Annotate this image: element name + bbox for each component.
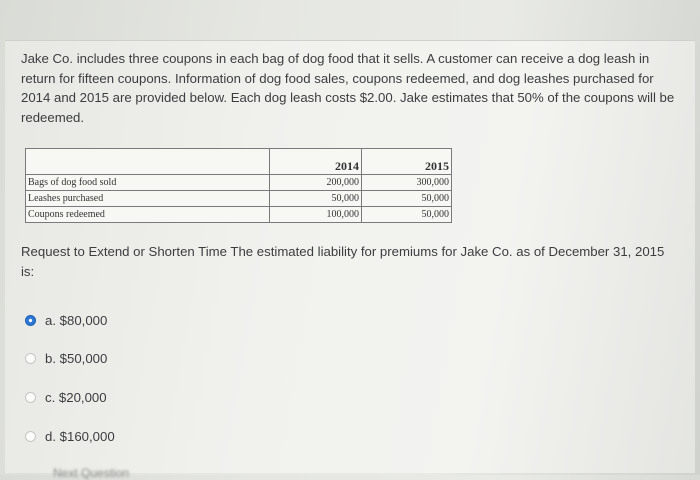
radio-unselected-icon[interactable] <box>25 431 36 442</box>
table-header-row <box>26 149 452 175</box>
option-d[interactable] <box>25 429 115 444</box>
option-c[interactable] <box>25 390 107 405</box>
table-row <box>26 207 452 223</box>
table-row <box>26 175 452 191</box>
cell-leashes-2015: 50,000 <box>362 191 452 207</box>
row-label-leashes: Leashes purchased <box>26 191 270 207</box>
next-question-link[interactable]: Next Question <box>53 466 130 480</box>
option-c-label: c. $20,000 <box>45 390 107 405</box>
table-row <box>26 191 452 207</box>
cell-coupons-2015: 50,000 <box>362 207 452 223</box>
option-b-label: b. $50,000 <box>45 351 108 366</box>
row-label-coupons: Coupons redeemed <box>26 207 270 223</box>
table-header-2015: 2015 <box>362 149 452 175</box>
question-text: Jake Co. includes three coupons in each bag of dog food that it sells. A customer can receive a dog leash in return for fifteen coupons. Information of dog food sales, coupons redeemed, and dog leashes purchased for 2014 and 2015 are provided below. Each dog leash costs $2.00. Jake estimates that 50% of the coupons will be redeemed. <box>21 51 675 125</box>
data-table <box>25 148 452 223</box>
cell-bags-2015: 300,000 <box>362 175 452 191</box>
row-label-bags: Bags of dog food sold <box>26 175 270 191</box>
question-page <box>5 40 695 480</box>
cell-bags-2014: 200,000 <box>270 175 362 191</box>
request-text: Request to Extend or Shorten Time The estimated liability for premiums for Jake Co. as of December 31, 2015 is: <box>21 244 665 279</box>
radio-unselected-icon[interactable] <box>25 392 36 403</box>
option-d-label: d. $160,000 <box>45 429 115 444</box>
option-b[interactable] <box>25 351 107 366</box>
option-a-label: a. $80,000 <box>45 313 108 328</box>
cell-coupons-2014: 100,000 <box>270 207 362 223</box>
radio-selected-icon[interactable] <box>25 315 36 326</box>
option-a[interactable] <box>25 313 107 328</box>
table-header-corner <box>26 149 270 175</box>
radio-unselected-icon[interactable] <box>25 353 36 364</box>
cell-leashes-2014: 50,000 <box>270 191 362 207</box>
table-header-2014: 2014 <box>270 149 362 175</box>
